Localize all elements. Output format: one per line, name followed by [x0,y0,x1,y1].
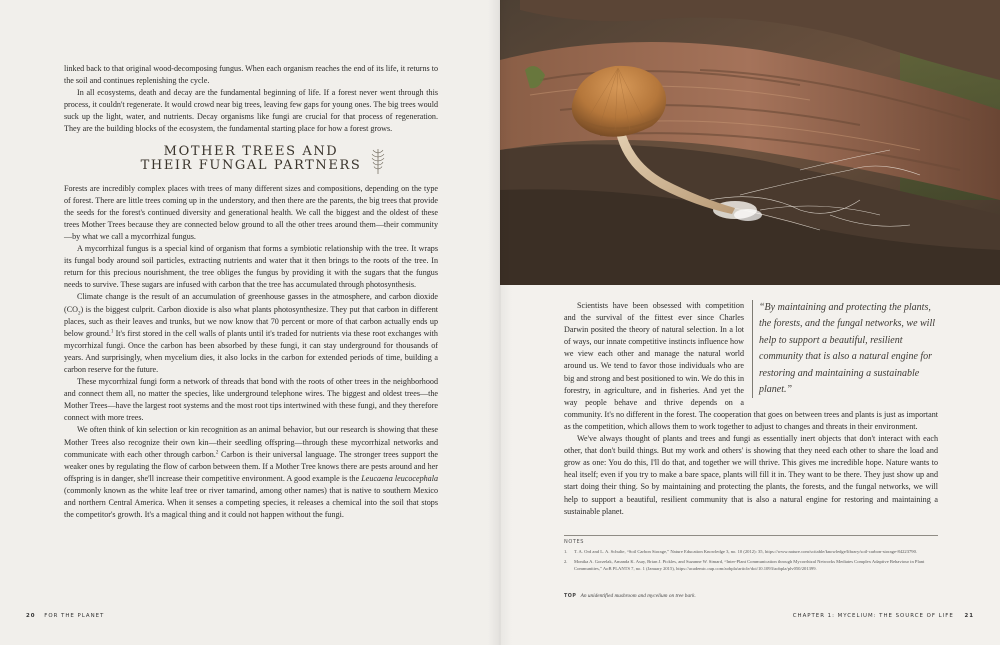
caption-position-tag: TOP [564,594,577,599]
caption-text: An unidentified mushroom and mycelium on tree bark. [580,593,696,599]
chapter-title: CHAPTER 1: MYCELIUM: THE SOURCE OF LIFE [792,613,954,619]
paragraph: We've always thought of plants and trees and fungi as essentially inert objects that don't interact with each other, that don't build things. But my work and others' is showing that they need each other to share the load and grow as one: You do this, I'll do that, and together we will thrive. This gives me incredible hope. Nature wants to heal itself; even if you try to make a bare space, plants will fill it in. They want to be there. They just show up and start doing their thing. So by maintaining and protecting the plants, the forests, and the fungal networks, we will help to support a beautiful, resilient community that is also a natural engine for restoring and maintaining a sustainable planet. [564,434,938,516]
section-heading [64,145,438,174]
paragraph: Scientists have been obsessed with competition and the survival of the fittest ever since Charles Darwin posited the theory of natural selection. In a lot of ways, our innate competitive instincts influence how we view each other and manage the natural world around us. We tend to favor those individuals who are big and strong and best positioned to win. We do this in forestry, in agriculture, and in fisheries. And yet the way people behave and thrive depends on a community. It's no different in the forest. The cooperation that goes on between trees and plants is just as important as the competition, which allows them to work together to adjust to changes and threats in their environment. [564,301,938,431]
paragraph: We often think of kin selection or kin recognition as an animal behavior, but our research is showing that these Mother Trees also recognize their own kin—their seedling offspring—through these mycorrhizal networks and communicate with each other through carbon.$^2$ Carbon is their universal language. The stronger trees support the weaker ones by regulating the flow of carbon between them. If a Mother Tree knows there are pests around and her offspring is in danger, she'll increase their competitive environment. A good example is the Leucaena leucocephala (commonly known as the white leaf tree or river tamarind, among other names) that is native to southern Mexico and northern Central America. When it senses a competing species, it releases a chemical into the soil that stops the competitor's growth. It's a magical thing and it could not happen without the fungi. [64,425,439,520]
paragraph: Climate change is the result of an accumulation of greenhouse gasses in the atmosphere, and carbon dioxide $(CO_2)$ is the biggest culprit. Carbon dioxide is also what plants photosynthesize. They put that carbon in different places, such as their leaves and trunks, but we now know that 70 percent or more of that carbon actually ends up below ground.$^1$ It's first stored in the cell walls of plants until it's traded for nutrients via these root exchanges with mycorrhizal fungi. Once the carbon has been absorbed by these fungi, it can stay underground for thousands of years. And surprisingly, when mycelium dies, it also locks in the carbon for extended periods of time, building a carbon reserve for the future. [64,292,438,374]
left-footer [26,613,104,619]
paragraph: In all ecosystems, death and decay are the fundamental beginning of life. If a forest never went through this process, it couldn't regenerate. It would crowd near big trees, leaving few gaps for young ones. The big trees would suck up the light, water, and nutrients. Decay organisms like fungi are crucial for that process of regeneration. They are the building blocks of the ecosystem, the fundamental starting place for how a forest grows. [64,88,438,134]
footnote: 2. Monika A. Gorzelak, Amanda K. Asay, Brian J. Pickles, and Suzanne W. Simard, “Inter-Plant Communication through Mycorrhizal Networks Mediates Complex Adaptive Behaviour in Plant Communities,” AoB PLANTS 7, no. 1 (January 2015), https://academic.oup.com/aobpla/article/doi/10.1093/aobpla/plv050/201399. [564,559,925,571]
paragraph: Forests are incredibly complex places with trees of many different sizes and compositions, depending on the type of forest. There are little trees coming up in the understory, and then there are the parents, the big trees that provide the seeds for the forest's continued diversity and generational health. We call the biggest and the oldest of these trees Mother Trees because they are connected below ground to all the other trees around them—their community—by what we call a mycorrhizal fungus. [64,183,438,241]
notes-title: NOTES [564,539,585,545]
paragraph: These mycorrhizal fungi form a network of threads that bond with the roots of other trees in the neighborhood and connect them all, no matter the species, like underground telephone wires. The biggest and oldest trees—the Mother Trees—have the largest root systems and the most root tips intertwined with these fungi, and they therefore connect with more trees. [64,377,438,423]
photo-caption [564,593,938,599]
paragraph: A mycorrhizal fungus is a special kind of organism that forms a symbiotic relationship with the tree. It wraps its fungal body around soil particles, extracting nutrients and water that it then brings to the roots of the tree. In return for this precious nourishment, the tree obliges the fungus by providing it with the sugars that the fungus needs to survive. These sugars are infused with carbon that the tree has accumulated through photosynthesis. [64,244,438,290]
footnote: 1. T. A. Ord and L. A. Schulte, “Soil Carbon Storage,” Nature Education Knowledge 3, no. 10 (2012): 35, https://www.nature.com/scitable/knowledge/library/soil-carbon-storage-84223790. [564,549,918,554]
page-number: 20 [26,613,36,619]
page-number: 21 [964,613,974,619]
footnote-ref: 2 [215,449,219,455]
footnote-ref: 1 [110,329,114,334]
mushroom-photo [500,0,1000,285]
left-text-column [64,63,438,521]
heading-line-1: MOTHER TREES AND [163,143,339,159]
heading-line-2: THEIR FUNGAL PARTNERS [140,158,362,174]
right-text-column [564,300,938,518]
paragraph: linked back to that original wood-decomposing fungus. When each organism reaches the end of its life, it returns to the soil and continues replenishing the cycle. [64,64,438,86]
book-title: FOR THE PLANET [44,613,105,619]
fern-leaf-icon [370,147,386,175]
right-footer [793,613,974,619]
pull-quote: “By maintaining and protecting the plants, the forests, and the fungal networks, we will help to support a beautiful, resilient community that is also a natural engine for restoring and maintaining a sustainable planet.” [752,300,938,398]
footnotes [564,535,938,575]
